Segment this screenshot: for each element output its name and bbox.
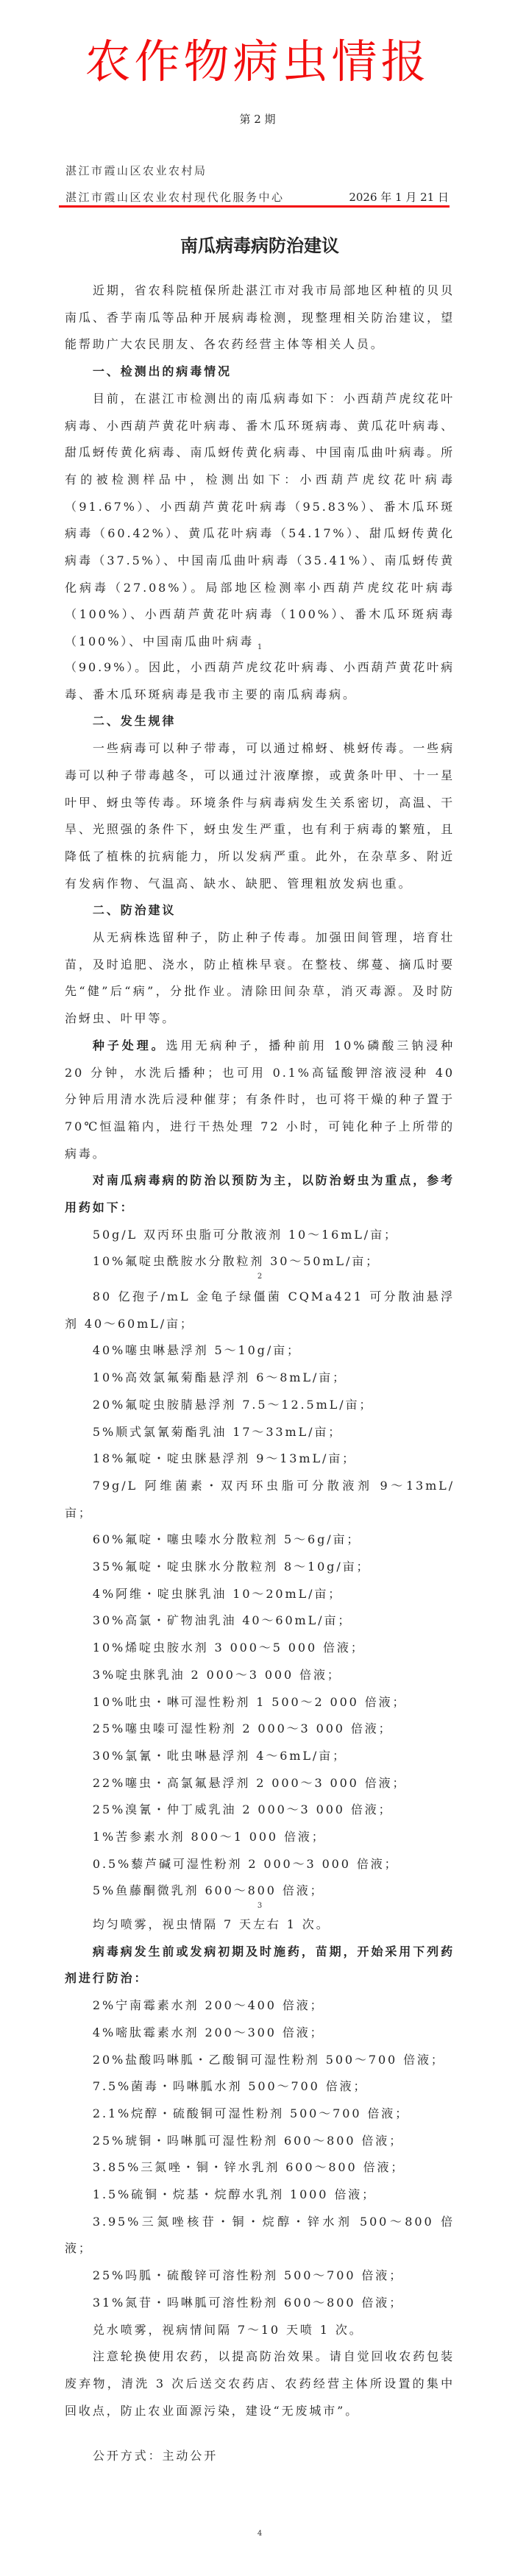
page-content [65, 1284, 455, 1905]
paragraph: 31%氮苷・吗啉胍可溶性粉剂 600～800 倍液； [92, 2295, 404, 2310]
paragraph: 25%琥铜・吗啉胍可湿性粉剂 600～800 倍液； [92, 2133, 404, 2148]
paragraph: 一些病毒可以种子带毒，可以通过棉蚜、桃蚜传毒。一些病毒可以种子带毒越冬，可以通过汁液摩擦，或黄条叶甲、十一星叶甲、蚜虫等传毒。环境条件与病毒病发生关系密切，高温、干旱、光照强的条件下，蚜虫发生严重，也有利于病毒的繁殖，且降低了植株的抗病能力，所以发病严重。此外，在杂草多、附近有发病作物、气温高、缺水、缺肥、管理粗放发病也重。 [65, 741, 455, 891]
paragraph-text: 选用无病种子，播种前用 10%磷酸三钠浸种 20 分钟，水洗后播种；也可用 0.1%高锰酸钾溶液浸种 40 分钟后用清水洗后浸种催芽；有条件时，也可将干燥的种子置于 70℃恒温箱内，进行干热处理 72 小时，可钝化种子上所带的病毒。 [65, 1038, 455, 1161]
paragraph: 5%顺式氯氰菊酯乳油 17～33mL/亩； [92, 1424, 343, 1439]
paragraph: 10%烯啶虫胺水剂 3 000～5 000 倍液； [92, 1641, 365, 1655]
paragraph: 0.5%藜芦碱可湿性粉剂 2 000～3 000 倍液； [92, 1856, 399, 1871]
red-divider [59, 205, 450, 208]
issue-number: 第 2 期 [239, 113, 276, 126]
paragraph: 3.85%三氮唑・铜・锌水乳剂 600～800 倍液； [92, 2160, 405, 2175]
paragraph: 兑水喷雾，视病情间隔 7～10 天喷 1 次。 [92, 2322, 363, 2337]
paragraph: 近期，省农科院植保所赴湛江市对我市局部地区种植的贝贝南瓜、香芋南瓜等品种开展病毒检测，现整理相关防治建议，望能帮助广大农民朋友、各农药经营主体等相关人员。 [65, 283, 455, 352]
page-number: 3 [257, 1902, 263, 1910]
paragraph-lead: 种子处理。 [92, 1038, 166, 1052]
page-number: 2 [257, 1273, 263, 1281]
paragraph: 20%氟啶虫胺腈悬浮剂 7.5～12.5mL/亩； [92, 1397, 374, 1412]
page-number: 4 [257, 2530, 263, 2538]
paragraph: 从无病株选留种子，防止种子传毒。加强田间管理，培育壮苗，及时追肥、浇水，防止植株早衰。在整枝、绑蔓、摘瓜时要先“健”后“病”，分批作业。清除田间杂草，消灭毒源。及时防治蚜虫、叶甲等。 [65, 930, 455, 1026]
paragraph: 10%高效氯氟菊酯悬浮剂 6～8mL/亩； [92, 1370, 347, 1385]
paragraph: 10%氟啶虫酰胺水分散粒剂 30～50mL/亩； [92, 1254, 380, 1269]
paragraph: 30%氯氰・吡虫啉悬浮剂 4～6mL/亩； [92, 1748, 347, 1763]
paragraph: 7.5%菌毒・吗啉胍水剂 500～700 倍液； [92, 2079, 368, 2094]
disclosure-note: 公开方式：主动公开 [93, 2449, 219, 2463]
page-number: 1 [257, 643, 263, 651]
paragraph: 10%吡虫・啉可湿性粉剂 1 500～2 000 倍液； [92, 1694, 407, 1709]
paragraph: 目前，在湛江市检测出的南瓜病毒如下：小西葫芦虎纹花叶病毒、小西葫芦黄花叶病毒、番木瓜环斑病毒、黄瓜花叶病毒、甜瓜蚜传黄化病毒、南瓜蚜传黄化病毒、中国南瓜曲叶病毒。所有的被检测样品中，检测出如下：小西葫芦虎纹花叶病毒（91.67%）、小西葫芦黄花叶病毒（95.83%）、番木瓜环斑病毒（60.42%）、黄瓜花叶病毒（54.17%）、甜瓜蚜传黄化病毒（37.5%）、中国南瓜曲叶病毒（35.41%）、南瓜蚜传黄化病毒（27.08%）。局部地区检测率小西葫芦虎纹花叶病毒（100%）、小西葫芦黄花叶病毒（100%）、番木瓜环斑病毒（100%）、中国南瓜曲叶病毒 [65, 391, 455, 649]
paragraph: 对南瓜病毒病的防治以预防为主，以防治蚜虫为重点，参考用药如下： [65, 1173, 455, 1215]
paragraph: 22%噻虫・高氯氟悬浮剂 2 000～3 000 倍液； [92, 1775, 407, 1790]
paragraph: 80 亿孢子/mL 金龟子绿僵菌 CQMa421 可分散油悬浮剂 40～60mL/亩； [65, 1289, 455, 1331]
paragraph: 30%高氯・矿物油乳油 40～60mL/亩； [92, 1613, 352, 1628]
issuing-org-1: 湛江市霞山区农业农村局 [65, 164, 207, 177]
paragraph: 40%噻虫啉悬浮剂 5～10g/亩； [92, 1343, 301, 1358]
paragraph: 5%鱼藤酮微乳剂 600～800 倍液； [92, 1883, 324, 1898]
paragraph: 2.1%烷醇・硫酸铜可湿性粉剂 500～700 倍液； [92, 2106, 410, 2120]
page-content [65, 654, 455, 1275]
page-content [65, 277, 455, 656]
paragraph: （90.9%）。因此，小西葫芦虎纹花叶病毒、小西葫芦黄花叶病毒、番木瓜环斑病毒是我市主要的南瓜病毒病。 [65, 660, 455, 701]
paragraph [65, 1033, 455, 1168]
paragraph: 25%噻虫嗪可湿性粉剂 2 000～3 000 倍液； [92, 1722, 393, 1736]
section-heading: 二、防治建议 [92, 903, 177, 918]
paragraph: 2%宁南霉素水剂 200～400 倍液； [92, 1998, 324, 2013]
section-heading: 二、发生规律 [92, 714, 177, 729]
paragraph: 注意轮换使用农药，以提高防治效果。请自觉回收农药包装废弃物，清洗 3 次后送交农药店、农药经营主体所设置的集中回收点，防止农业面源污染，建设“无废城市”。 [65, 2349, 455, 2418]
paragraph: 50g/L 双丙环虫脂可分散液剂 10～16mL/亩； [92, 1227, 398, 1242]
paragraph: 60%氟啶・噻虫嗪水分散粒剂 5～6g/亩； [92, 1532, 361, 1547]
paragraph: 4%阿维・啶虫脒乳油 10～20mL/亩； [92, 1586, 343, 1601]
paragraph: 35%氟啶・啶虫脒水分散粒剂 8～10g/亩； [92, 1560, 371, 1574]
document-title: 农作物病虫情报 [85, 35, 430, 88]
paragraph: 3%啶虫脒乳油 2 000～3 000 倍液； [92, 1667, 341, 1682]
paragraph: 病毒病发生前或发病初期及时施药，苗期，开始采用下列药剂进行防治： [65, 1944, 455, 1986]
page-content [65, 1911, 455, 2424]
article-title: 南瓜病毒病防治建议 [180, 235, 339, 256]
paragraph: 25%溴氰・仲丁威乳油 2 000～3 000 倍液； [92, 1802, 393, 1817]
paragraph: 3.95%三氮唑核苷・铜・烷醇・锌水剂 500～800 倍液； [65, 2214, 455, 2256]
paragraph: 1%苦参素水剂 800～1 000 倍液； [92, 1830, 326, 1844]
paragraph: 25%吗胍・硫酸锌可溶性粉剂 500～700 倍液； [92, 2268, 404, 2283]
issuing-org-2: 湛江市霞山区农业农村现代化服务中心 [65, 191, 285, 204]
paragraph: 均匀喷雾，视虫情隔 7 天左右 1 次。 [92, 1917, 330, 1931]
issue-date: 2026 年 1 月 21 日 [349, 191, 449, 204]
paragraph: 4%嘧肽霉素水剂 200～300 倍液； [92, 2025, 324, 2039]
section-heading: 一、检测出的病毒情况 [92, 364, 232, 379]
paragraph: 20%盐酸吗啉胍・乙酸铜可湿性粉剂 500～700 倍液； [92, 2052, 445, 2067]
paragraph: 18%氟啶・啶虫脒悬浮剂 9～13mL/亩； [92, 1451, 357, 1466]
paragraph: 79g/L 阿维菌素・双丙环虫脂可分散液剂 9～13mL/亩； [65, 1478, 455, 1520]
paragraph: 1.5%硫铜・烷基・烷醇水乳剂 1000 倍液； [92, 2187, 377, 2202]
